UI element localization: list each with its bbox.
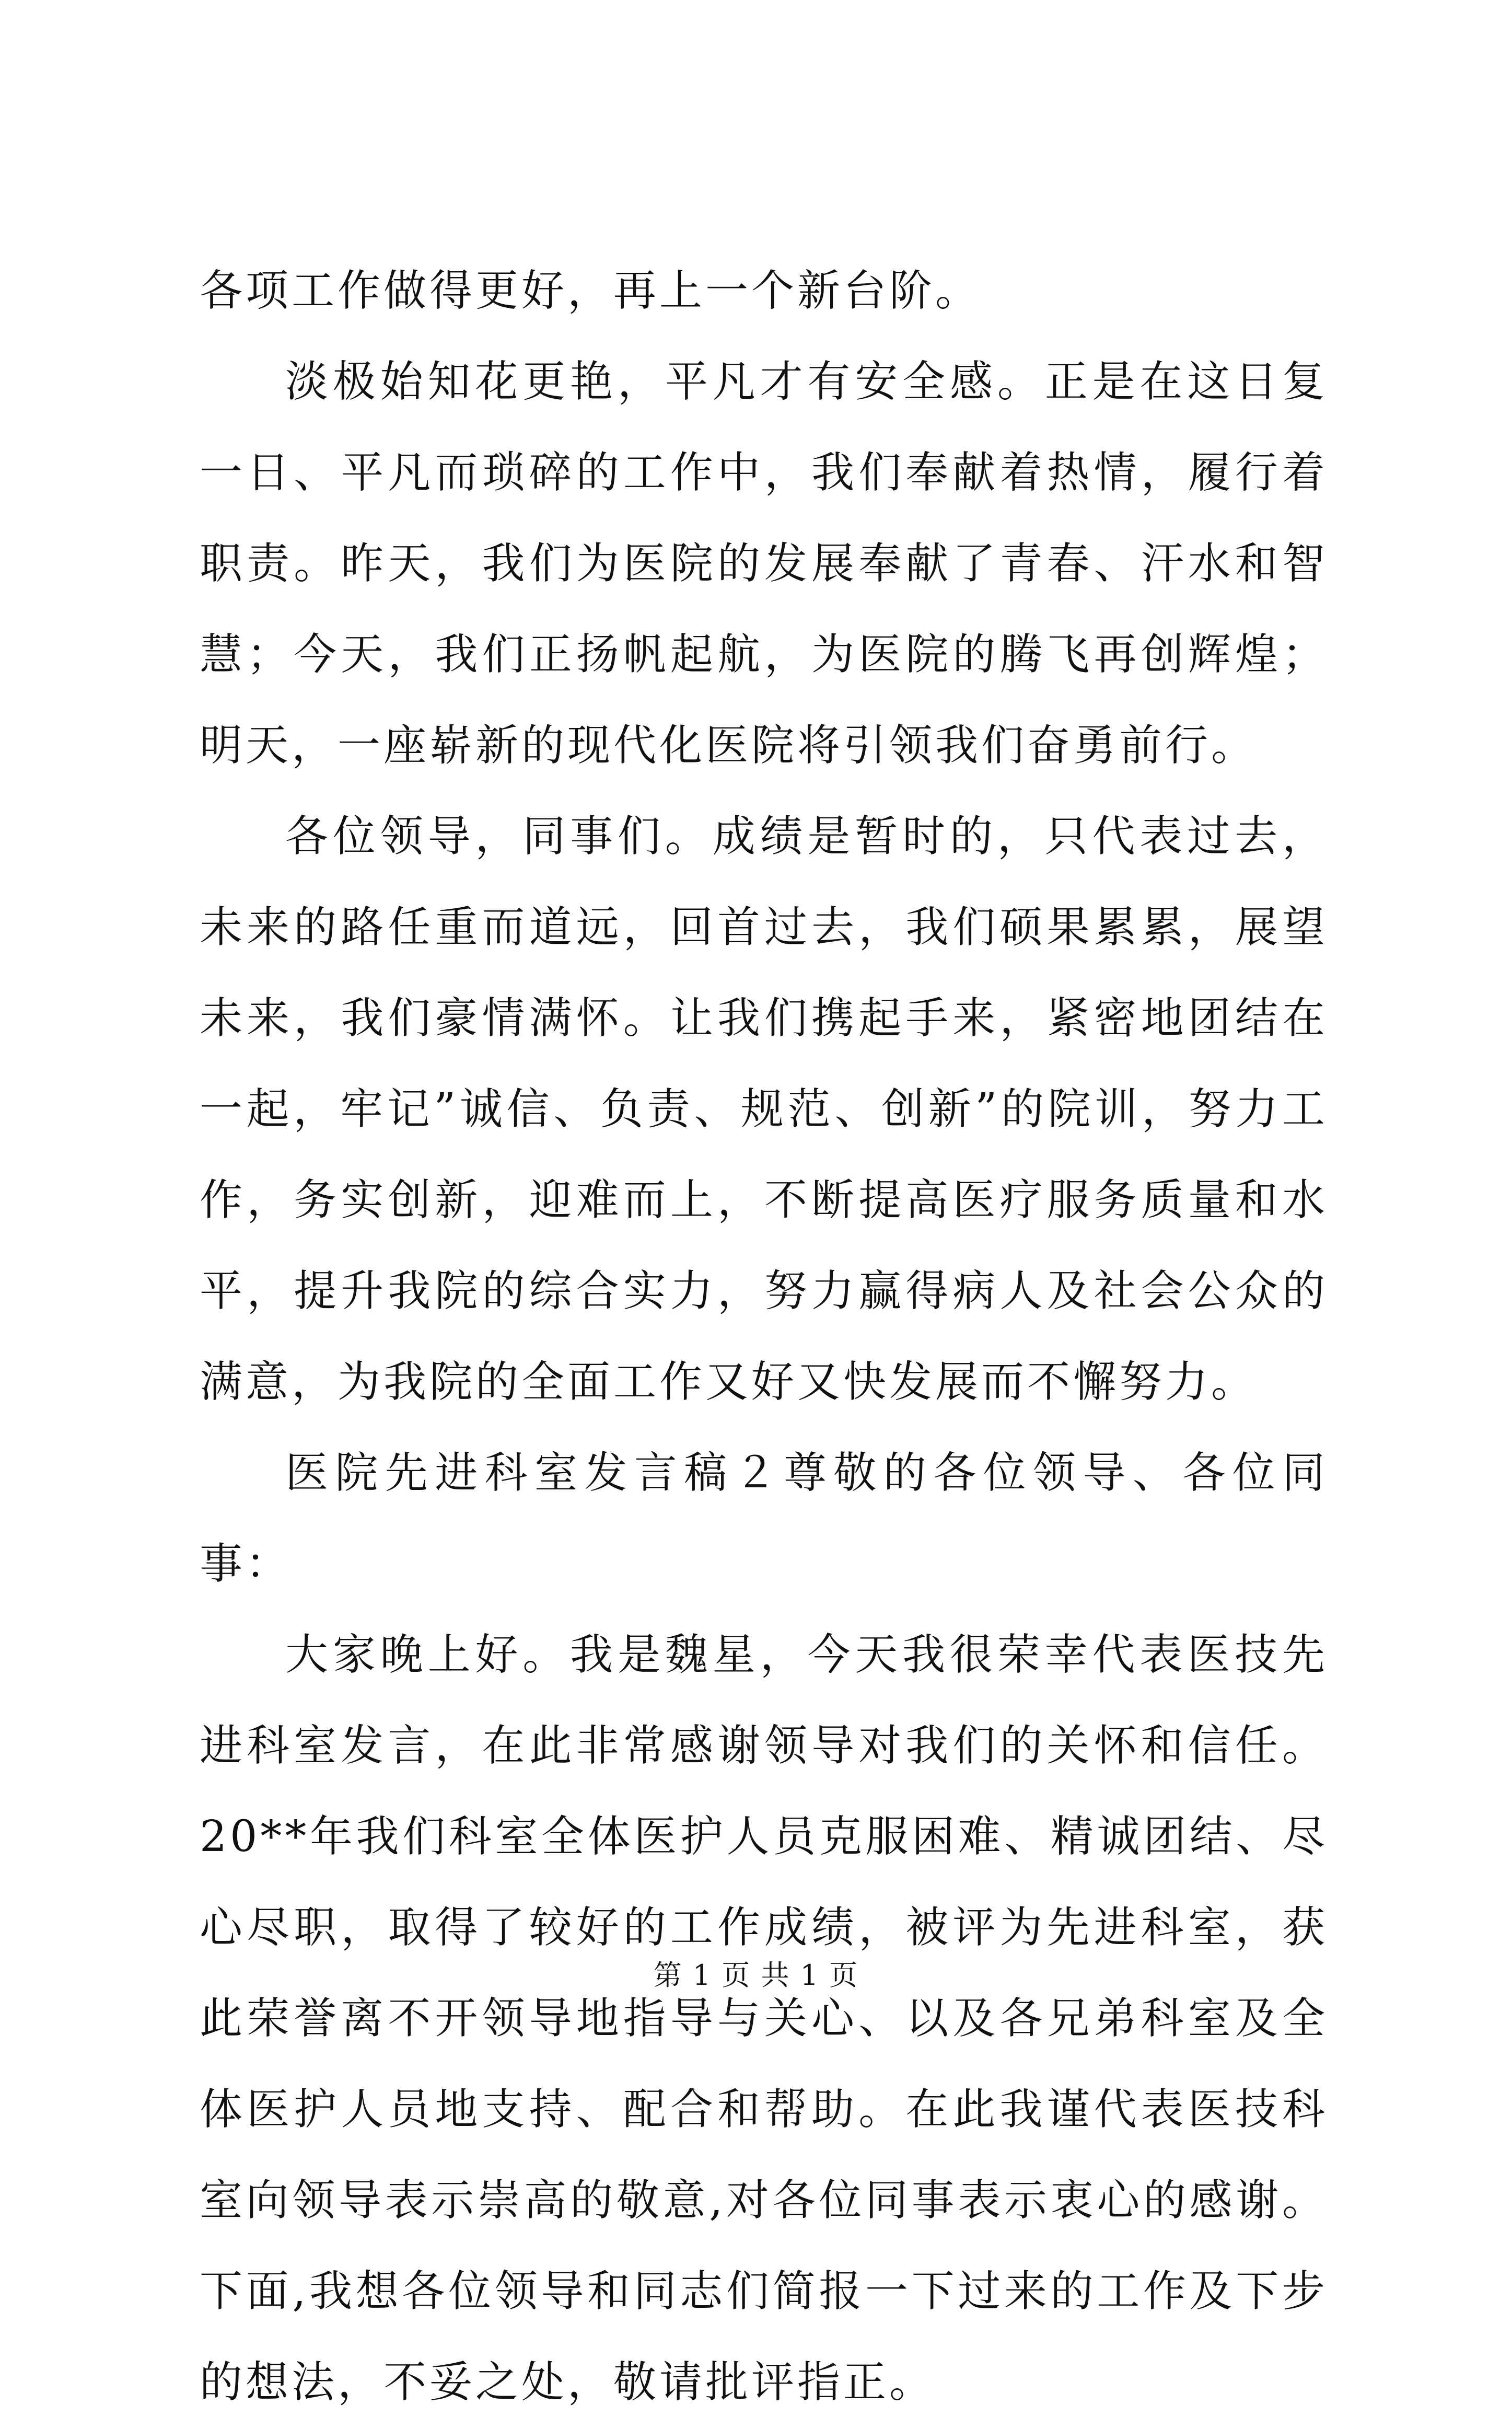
- document-body: [200, 246, 1328, 2428]
- paragraph-ordinary-work: 淡极始知花更艳，平凡才有安全感。正是在这日复一日、平凡而琐碎的工作中，我们奉献着热情，履行着职责。昨天，我们为医院的发展奉献了青春、汗水和智慧；今天，我们正扬帆起航，为医院的腾飞再创辉煌；明天，一座崭新的现代化医院将引领我们奋勇前行。: [200, 357, 1328, 770]
- paragraph-continuation: 各项工作做得更好，再上一个新台阶。: [200, 266, 982, 316]
- page-number-footer: 第 1 页 共 1 页: [653, 1959, 859, 1992]
- paragraph-greeting: 大家晚上好。我是魏星，今天我很荣幸代表医技先进科室发言，在此非常感谢领导对我们的关怀和信任。20**年我们科室全体医护人员克服困难、精诚团结、尽心尽职，取得了较好的工作成绩，被评为先进科室，获此荣誉离不开领导地指导与关心、以及各兄弟科室及全体医护人员地支持、配合和帮助。在此我谨代表医技科室向领导表示崇高的敬意,对各位同事表示衷心的感谢。下面,我想各位领导和同志们简报一下过来的工作及下步的想法，不妥之处，敬请批评指正。: [200, 1630, 1328, 2407]
- paragraph-call-to-action: 各位领导，同事们。成绩是暂时的，只代表过去，未来的路任重而道远，回首过去，我们硕果累累，展望未来，我们豪情满怀。让我们携起手来，紧密地团结在一起，牢记”诚信、负责、规范、创新”的院训，努力工作，务实创新，迎难而上，不断提高医疗服务质量和水平，提升我院的综合实力，努力赢得病人及社会公众的满意，为我院的全面工作又好又快发展而不懈努力。: [200, 812, 1328, 1407]
- paragraph-speech-heading: 医院先进科室发言稿２尊敬的各位领导、各位同事：: [200, 1448, 1328, 1589]
